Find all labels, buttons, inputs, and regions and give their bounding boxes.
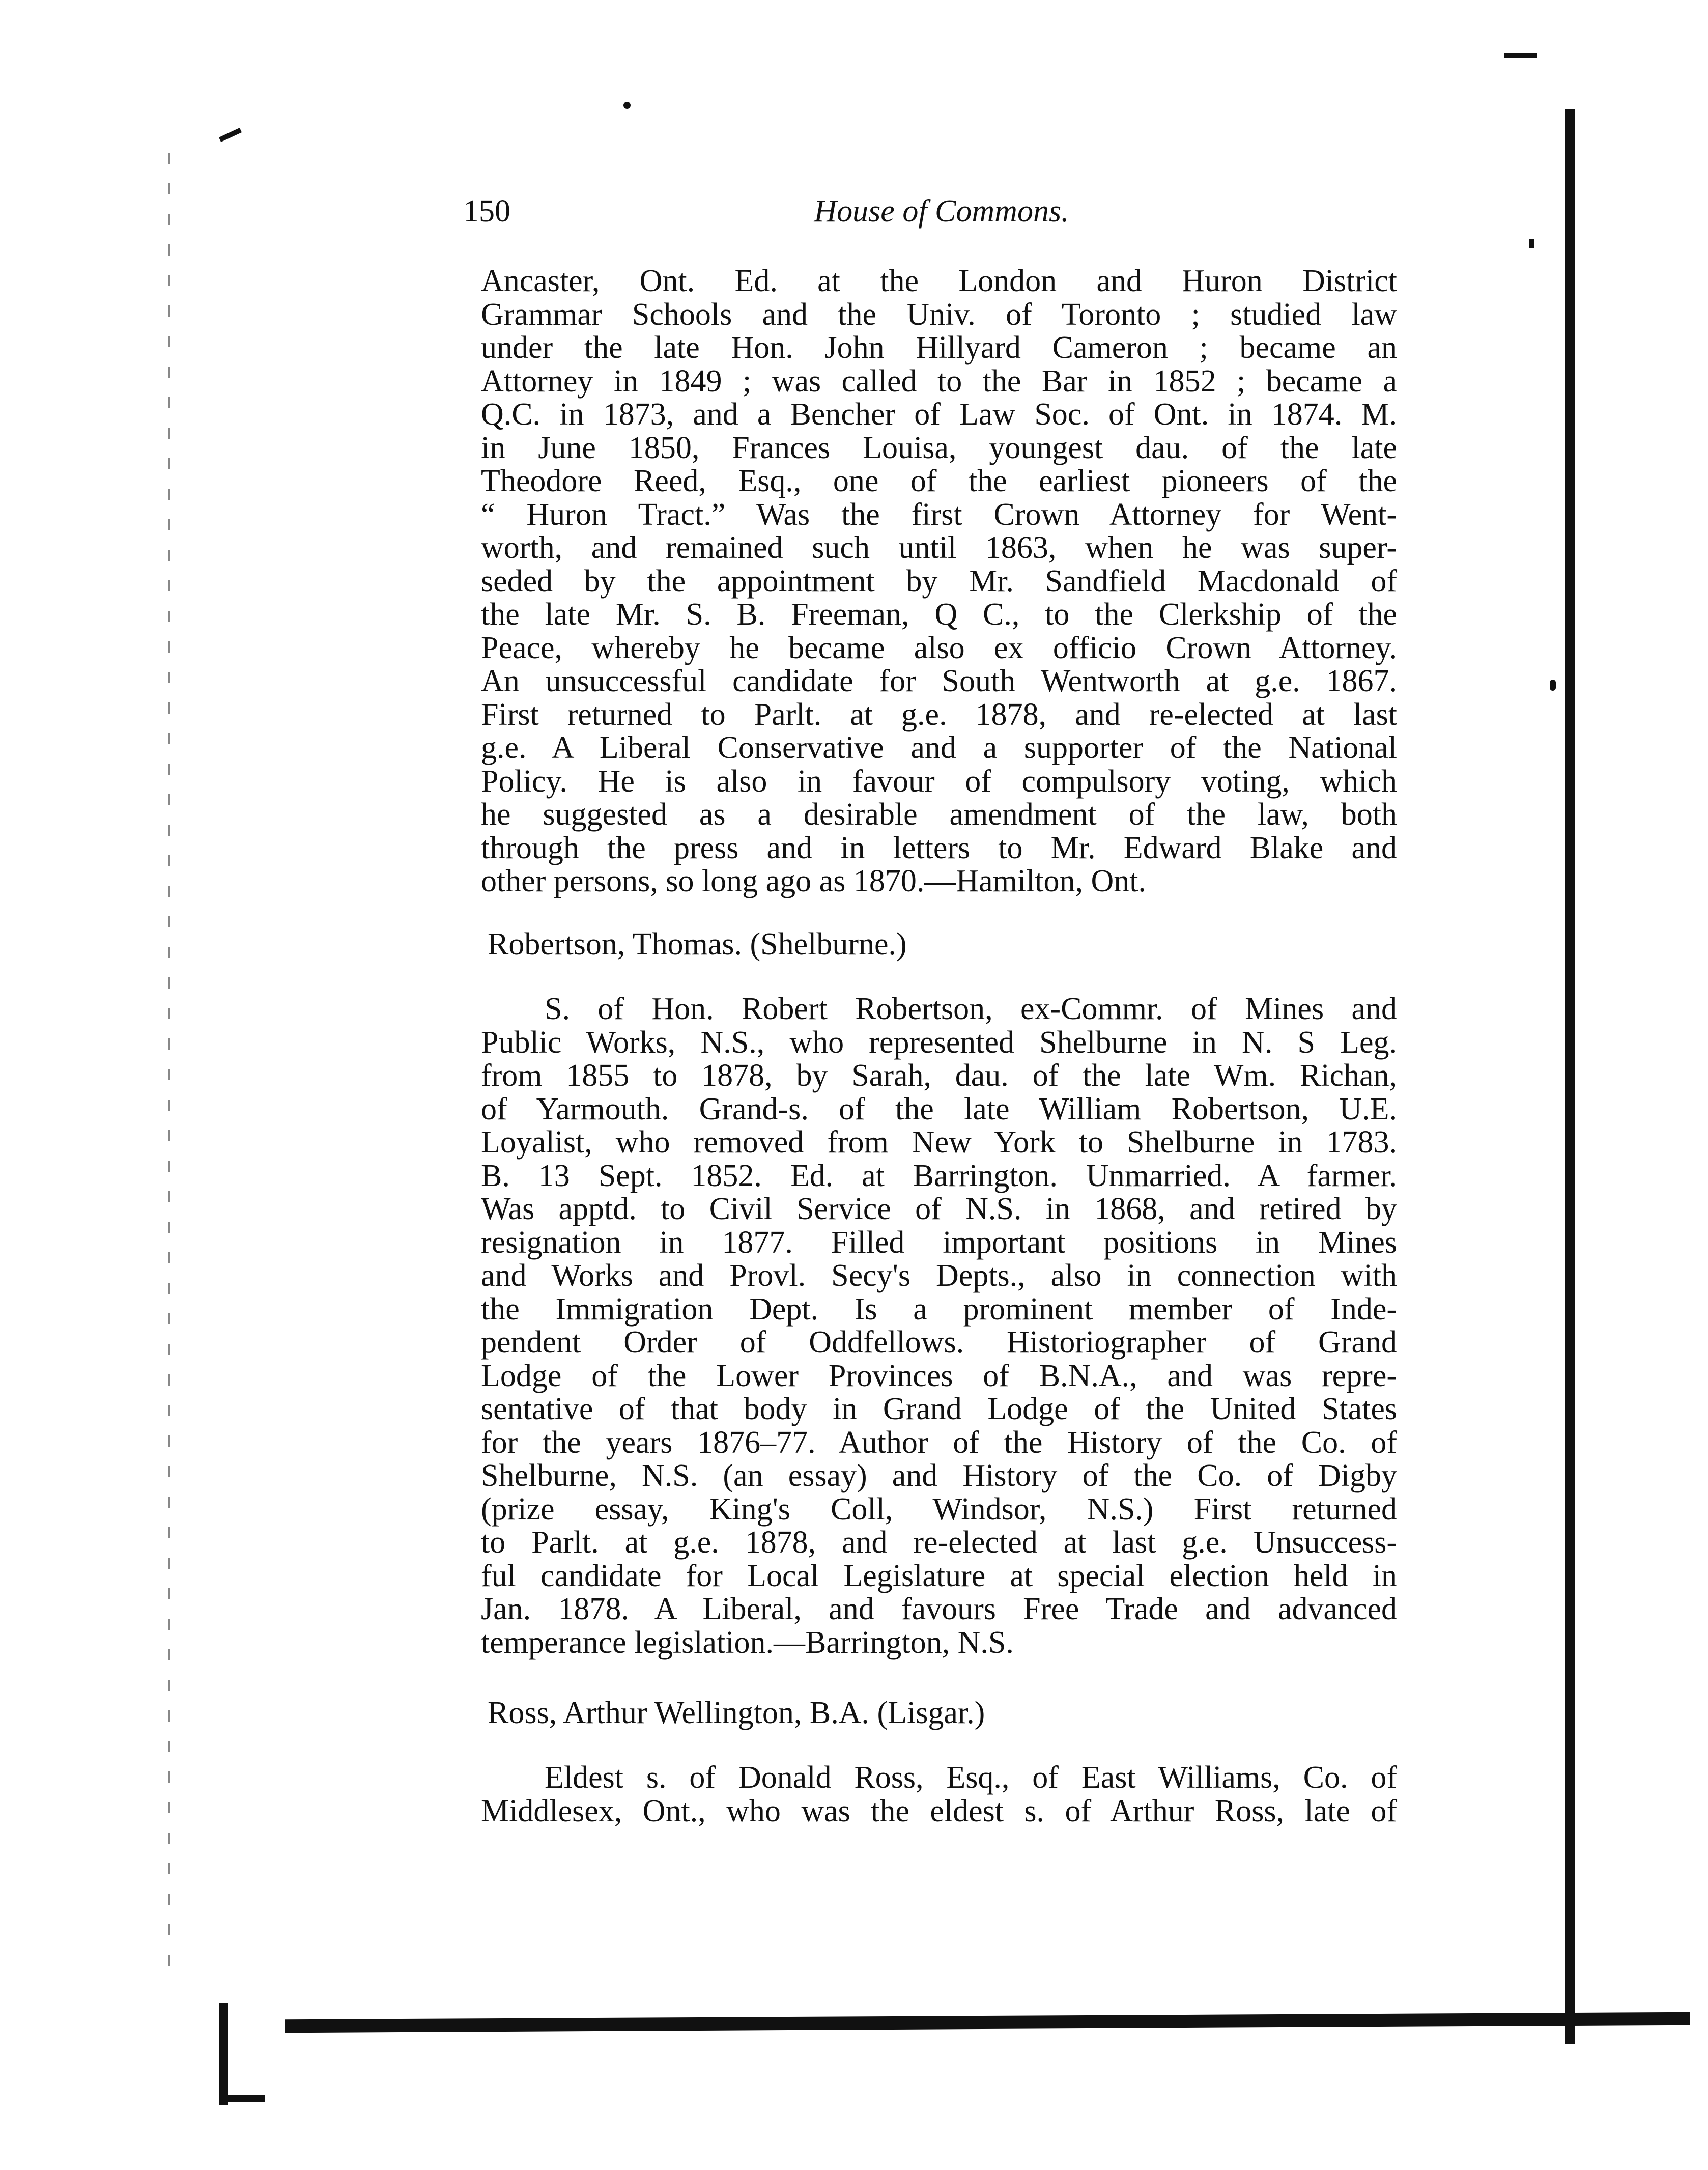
text-line: other persons, so long ago as 1870.—Hamilton, Ont.	[481, 864, 1147, 898]
text-line: for the years 1876–77. Author of the History of the Co. of	[481, 1425, 1397, 1460]
scan-speck	[219, 128, 242, 142]
text-line: resignation in 1877. Filled important positions in Mines	[481, 1225, 1397, 1260]
running-head	[463, 193, 1420, 239]
header-title: House of Commons.	[814, 194, 1069, 229]
text-line: Eldest s. of Donald Ross, Esq., of East Williams, Co. of	[545, 1760, 1397, 1795]
text-line: of Yarmouth. Grand-s. of the late William Robertson, U.E.	[481, 1091, 1397, 1126]
text-line: Q.C. in 1873, and a Bencher of Law Soc. of Ont. in 1874. M.	[481, 397, 1397, 432]
text-line: Attorney in 1849 ; was called to the Bar in 1852 ; became a	[481, 363, 1397, 399]
text-line: Public Works, N.S., who represented Shelburne in N. S Leg.	[481, 1025, 1397, 1060]
text-line: he suggested as a desirable amendment of the law, both	[481, 797, 1397, 832]
text-line: Was apptd. to Civil Service of N.S. in 1868, and retired by	[481, 1192, 1397, 1226]
text-line: Jan. 1878. A Liberal, and favours Free Trade and advanced	[481, 1592, 1397, 1626]
page-number: 150	[463, 194, 510, 229]
text-line: S. of Hon. Robert Robertson, ex-Commr. of Mines and	[545, 992, 1397, 1026]
scan-speck	[1504, 53, 1537, 58]
text-line: sentative of that body in Grand Lodge of the United States	[481, 1392, 1397, 1426]
scan-bracket-horizontal	[219, 2095, 265, 2102]
text-line: Lodge of the Lower Provinces of B.N.A., and was repre-	[481, 1358, 1397, 1393]
text-line: Middlesex, Ont., who was the eldest s. of Arthur Ross, late of	[481, 1793, 1397, 1828]
scan-edge-bottom	[285, 2012, 1690, 2033]
text-line: ful candidate for Local Legislature at special election held in	[481, 1558, 1397, 1593]
text-line: in June 1850, Frances Louisa, youngest dau. of the late	[481, 430, 1397, 465]
text-line: Theodore Reed, Esq., one of the earliest pioneers of the	[481, 464, 1397, 498]
scan-edge-right	[1565, 109, 1575, 2044]
text-line: seded by the appointment by Mr. Sandfield Macdonald of	[481, 563, 1397, 599]
text-line: First returned to Parlt. at g.e. 1878, and re-elected at last	[481, 697, 1397, 732]
text-line: to Parlt. at g.e. 1878, and re-elected at last g.e. Unsuccess-	[481, 1525, 1397, 1560]
text-line: worth, and remained such until 1863, when he was super-	[481, 530, 1397, 565]
scan-bracket-vertical	[219, 2003, 228, 2105]
entry-text-ross	[481, 1761, 1397, 1828]
text-line: the late Mr. S. B. Freeman, Q C., to the Clerkship of the	[481, 597, 1397, 632]
text-line: Peace, whereby he became also ex officio Crown Attorney.	[481, 630, 1397, 665]
continued-entry-text	[481, 265, 1397, 898]
text-line: B. 13 Sept. 1852. Ed. at Barrington. Unmarried. A farmer.	[481, 1158, 1397, 1193]
scan-speck	[1529, 239, 1534, 248]
entry-heading-ross: Ross, Arthur Wellington, B.A. (Lisgar.)	[488, 1696, 985, 1730]
scan-speck	[623, 102, 631, 109]
text-line: pendent Order of Oddfellows. Historiographer of Grand	[481, 1325, 1397, 1360]
text-line: through the press and in letters to Mr. Edward Blake and	[481, 830, 1397, 865]
text-line: Ancaster, Ont. Ed. at the London and Huron District	[481, 264, 1397, 298]
text-line: Shelburne, N.S. (an essay) and History of the Co. of Digby	[481, 1458, 1397, 1493]
text-line: the Immigration Dept. Is a prominent member of Inde-	[481, 1291, 1397, 1327]
text-line: An unsuccessful candidate for South Wentworth at g.e. 1867.	[481, 664, 1397, 698]
text-line: Loyalist, who removed from New York to Shelburne in 1783.	[481, 1125, 1397, 1160]
text-line: g.e. A Liberal Conservative and a supporter of the National	[481, 730, 1397, 765]
text-line: from 1855 to 1878, by Sarah, dau. of the late Wm. Richan,	[481, 1058, 1397, 1093]
text-line: (prize essay, King's Coll, Windsor, N.S.) First returned	[481, 1491, 1397, 1527]
text-line: and Works and Provl. Secy's Depts., also in connection with	[481, 1258, 1397, 1293]
text-line: temperance legislation.—Barrington, N.S.	[481, 1625, 1014, 1660]
scan-speck	[1550, 680, 1556, 691]
entry-text-robertson	[481, 993, 1397, 1659]
text-line: under the late Hon. John Hillyard Cameron ; became an	[481, 330, 1397, 365]
entry-heading-robertson: Robertson, Thomas. (Shelburne.)	[488, 927, 907, 962]
scan-edge-left	[168, 153, 170, 1975]
text-line: Policy. He is also in favour of compulsory voting, which	[481, 764, 1397, 799]
text-line: “ Huron Tract.” Was the first Crown Attorney for Went-	[481, 497, 1397, 532]
text-line: Grammar Schools and the Univ. of Toronto ; studied law	[481, 297, 1397, 332]
